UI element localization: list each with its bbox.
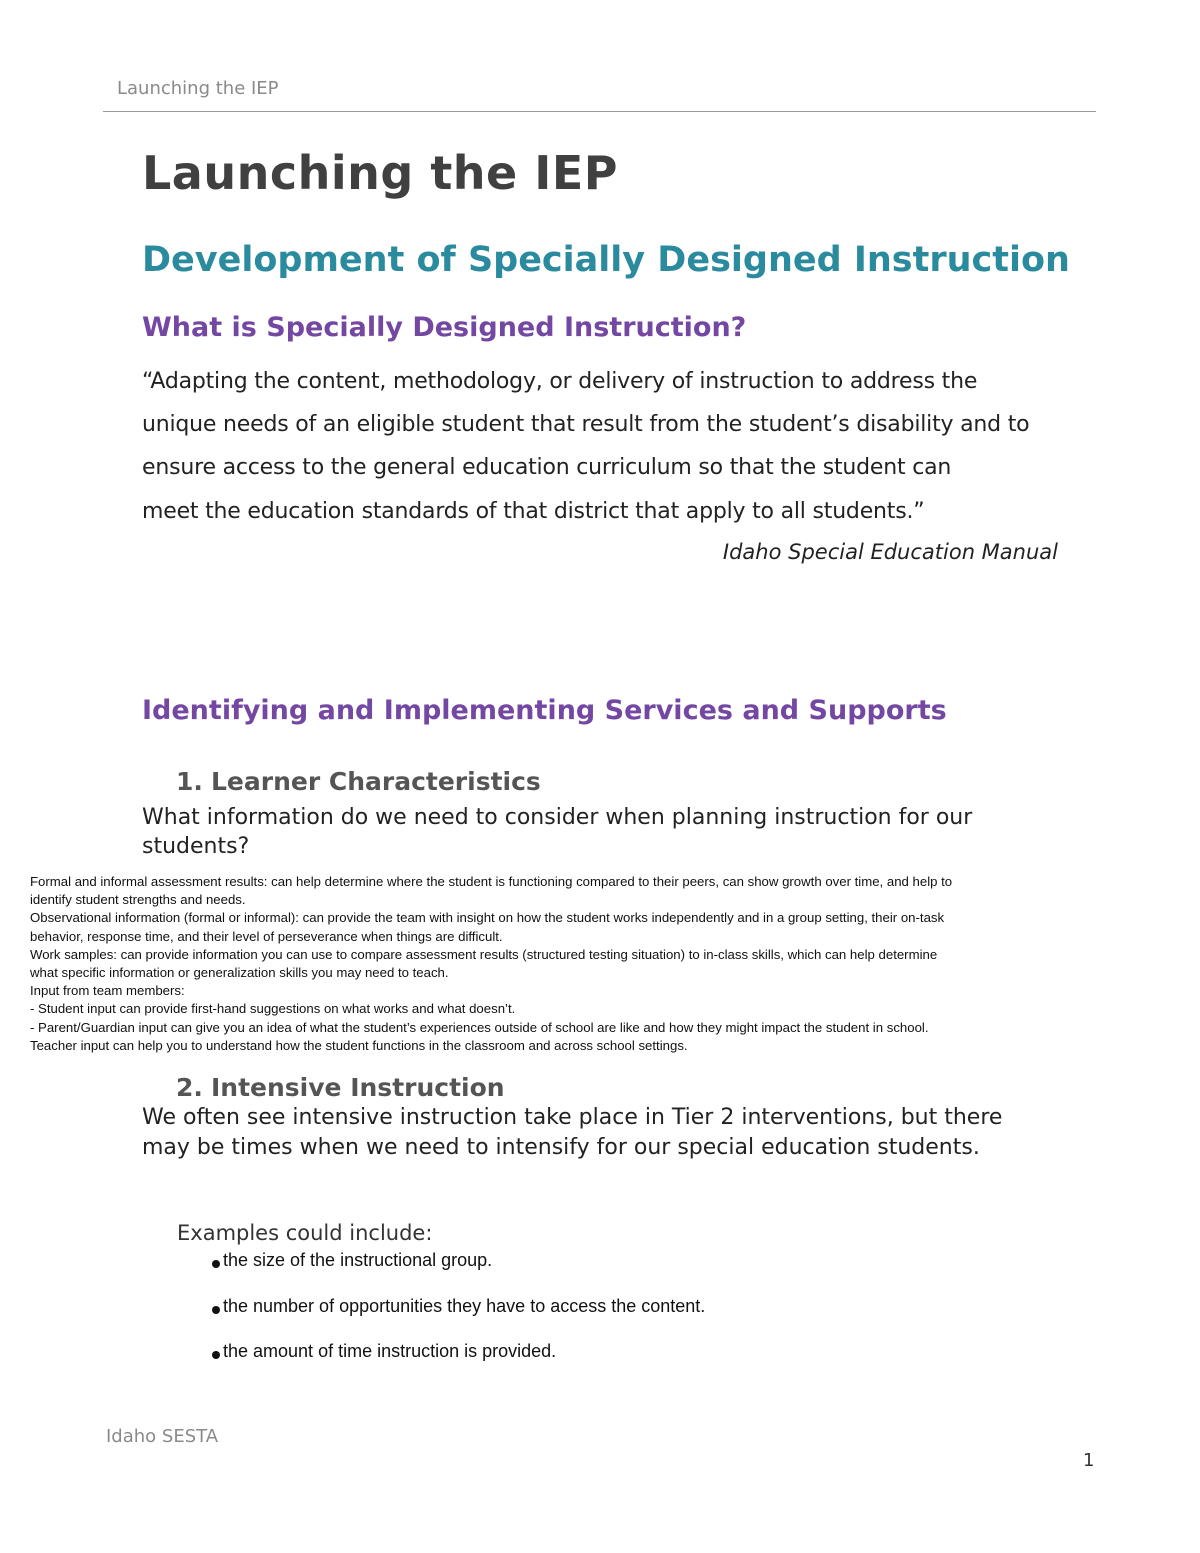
item-text-line: We often see intensive instruction take place in Tier 2 interventions, but there	[142, 1105, 1003, 1130]
list-item	[212, 1296, 705, 1317]
note-line: - Parent/Guardian input can give you an idea of what the student’s experiences outside of school are like and how they might impact the student in school.	[30, 1019, 929, 1035]
quote-citation: Idaho Special Education Manual	[722, 540, 1058, 564]
bullet-icon	[212, 1306, 220, 1314]
learner-characteristics-notes	[30, 873, 1170, 1055]
note-line: Work samples: can provide information you can use to compare assessment results (structured testing situation) to in-class skills, which can help determine	[30, 946, 938, 962]
note-line: Formal and informal assessment results: can help determine where the student is functioning compared to their peers, can show growth over time, and help to	[30, 874, 953, 889]
note-line: Teacher input can help you to understand how the student functions in the classroom and across school settings.	[30, 1037, 688, 1053]
quote-line: ensure access to the general education curriculum so that the student can	[142, 455, 952, 480]
item-text-line: may be times when we need to intensify for our special education students.	[142, 1135, 980, 1160]
note-line: Input from team members:	[30, 983, 185, 999]
note-line: Observational information (formal or informal): can provide the team with insight on how the student works independently and in a group setting, their on-task	[30, 910, 945, 926]
item-number: 1.	[176, 767, 203, 796]
bullet-icon	[212, 1351, 220, 1359]
note-line: identify student strengths and needs.	[30, 892, 246, 908]
running-header: Launching the IEP	[117, 78, 279, 99]
list-item	[212, 1250, 492, 1271]
note-line: what specific information or generalization skills you may need to teach.	[30, 965, 449, 981]
item-question-line: students?	[142, 834, 250, 859]
footer-org: Idaho SESTA	[106, 1426, 219, 1447]
bullet-icon	[212, 1260, 220, 1268]
section-heading-sdi: Development of Specially Designed Instruction	[142, 240, 1070, 280]
list-item-text: the amount of time instruction is provided.	[223, 1341, 557, 1361]
quote-line: unique needs of an eligible student that result from the student’s disability and to	[142, 412, 1030, 437]
page-title: Launching the IEP	[142, 146, 619, 200]
section-heading-services: Identifying and Implementing Services and Supports	[142, 695, 947, 726]
note-line: - Student input can provide first-hand suggestions on what works and what doesn’t.	[30, 1001, 516, 1017]
quote-line: meet the education standards of that district that apply to all students.”	[142, 499, 925, 524]
quote-line: “Adapting the content, methodology, or delivery of instruction to address the	[142, 369, 978, 394]
list-item-text: the size of the instructional group.	[223, 1250, 493, 1270]
list-item	[212, 1341, 556, 1362]
item-question-line: What information do we need to consider when planning instruction for our	[142, 805, 973, 830]
item-title-intensive-instruction: Intensive Instruction	[211, 1073, 505, 1102]
header-divider	[103, 111, 1096, 112]
item-number: 2.	[176, 1073, 203, 1102]
list-item-text: the number of opportunities they have to access the content.	[223, 1296, 706, 1316]
examples-label: Examples could include:	[177, 1221, 433, 1245]
item-title-learner-characteristics: Learner Characteristics	[211, 767, 541, 796]
subheading-what-is-sdi: What is Specially Designed Instruction?	[142, 312, 747, 343]
page-number: 1	[1083, 1450, 1095, 1471]
note-line: behavior, response time, and their level of perseverance when things are difficult.	[30, 928, 503, 944]
